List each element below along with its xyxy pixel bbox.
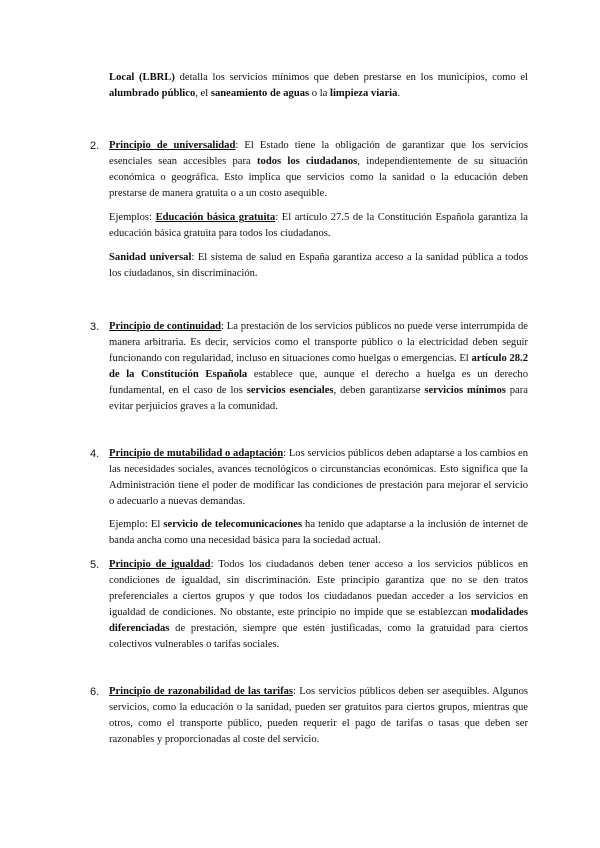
section-2-example-2-text: : El sistema de salud en España garantiza acceso a la sanidad pública a todos los ciudadanos, sin discriminación. [109, 252, 528, 279]
section-3-number: 3. [90, 321, 100, 333]
intro-text-3: o la [309, 88, 331, 99]
section-3-paragraph [109, 319, 528, 415]
section-5-text-1: : Todos los ciudadanos deben tener acceso a los servicios públicos en condiciones de igualdad, sin discriminación. Este principio garantiza que no se den tratos preferenciales a ciertos grupos y que todos los ciudadanos puedan acceder a los servicios en igualdad de condiciones. No obstante, este principio no impide que se establezcan [109, 559, 528, 618]
section-2-example-bold: Educación básica gratuita [155, 212, 276, 223]
section-4-number: 4. [90, 448, 100, 460]
intro-text-1: detalla los servicios mínimos que deben prestarse en los municipios, como el [174, 72, 528, 83]
section-4-text-1: : Los servicios públicos deben adaptarse a los cambios en las necesidades sociales, avances tecnológicos o circunstancias económicas. Esto significa que la Administración tiene el poder de modificar las condiciones de prestación para mejorar el servicio o adecuarlo a nuevas demandas. [109, 448, 528, 507]
section-4-example-bold: servicio de telecomunicaciones [163, 519, 302, 530]
intro-paragraph [109, 70, 528, 102]
section-3-text-2: establece que, aunque el derecho a huelga es un derecho fundamental, en el caso de los [109, 369, 528, 396]
section-4-example-text: ha tenido que adaptarse a la inclusión de internet de banda ancha como una necesidad básica para la sociedad actual. [109, 519, 529, 546]
section-4-paragraph [109, 446, 528, 510]
section-3-bold-servicios-minimos: servicios mínimos [424, 385, 506, 396]
intro-bold-lbrl: Local (LBRL) [109, 72, 175, 83]
section-6-number: 6. [90, 686, 100, 698]
section-6-paragraph [109, 684, 528, 748]
section-2-example-text: : El artículo 27.5 de la Constitución Española garantiza la educación básica gratuita para todos los ciudadanos. [109, 212, 529, 239]
section-5-paragraph [109, 557, 528, 653]
section-3-title: Principio de continuidad [109, 321, 222, 332]
section-2-example-2 [109, 250, 528, 282]
section-6-title: Principio de razonabilidad de las tarifas [109, 686, 294, 697]
section-3-text-1: : La prestación de los servicios públicos no puede verse interrumpida de manera arbitraria. Es decir, servicios como el transporte público o la electricidad deben seguir funcionando con regularidad, incluso en situaciones como huelgas o emergencias. El [109, 321, 528, 364]
section-2-example-1 [109, 210, 528, 242]
section-4-example-lead: Ejemplo: El [109, 519, 164, 530]
section-4-title: Principio de mutabilidad o adaptación [109, 448, 284, 459]
intro-text-2: , el [195, 88, 211, 99]
section-3-text-3: , deben garantizarse [333, 385, 425, 396]
section-6-text-1: : Los servicios públicos deben ser asequibles. Algunos servicios, como la educación o la sanidad, pueden ser gratuitos para ciertos grupos, mientras que otros, como el transporte público, pueden requerir el pago de tarifas o tasas que deben ser razonables y proporcionadas al coste del servicio. [109, 686, 528, 745]
section-5-text-2: de prestación, siempre que estén justificadas, como la gratuidad para ciertos colectivos vulnerables o tarifas sociales. [109, 623, 528, 650]
section-4-example [109, 517, 528, 549]
section-2-bold-ciudadanos: todos los ciudadanos [257, 156, 358, 167]
section-5-number: 5. [90, 559, 100, 571]
intro-text-4: . [397, 88, 401, 99]
section-2-number: 2. [90, 140, 100, 152]
section-2-text-1: : El Estado tiene la obligación de garantizar que los servicios esenciales sean accesibles para [109, 140, 528, 167]
intro-bold-alumbrado: alumbrado público [109, 88, 196, 99]
section-3-bold-articulo: artículo 28.2 de la Constitución Española [109, 353, 528, 380]
section-2-example-2-bold: Sanidad universal [109, 252, 192, 263]
section-2-example-lead: Ejemplos: [109, 212, 156, 223]
intro-bold-limpieza: limpieza viaria [330, 88, 398, 99]
section-2-title: Principio de universalidad [109, 140, 236, 151]
section-2-text-2: , independientemente de su situación económica o geográfica. Esto implica que servicios como la sanidad o la educación deben prestarse de manera gratuita o a un costo asequible. [109, 156, 528, 199]
intro-bold-saneamiento: saneamiento de aguas [210, 88, 310, 99]
section-3-text-4: para evitar perjuicios graves a la comunidad. [109, 385, 528, 412]
section-2-paragraph [109, 138, 528, 202]
section-5-bold-modalidades: modalidades diferenciadas [109, 607, 528, 634]
section-3-bold-servicios-esenciales: servicios esenciales [246, 385, 334, 396]
section-5-title: Principio de igualdad [109, 559, 211, 570]
